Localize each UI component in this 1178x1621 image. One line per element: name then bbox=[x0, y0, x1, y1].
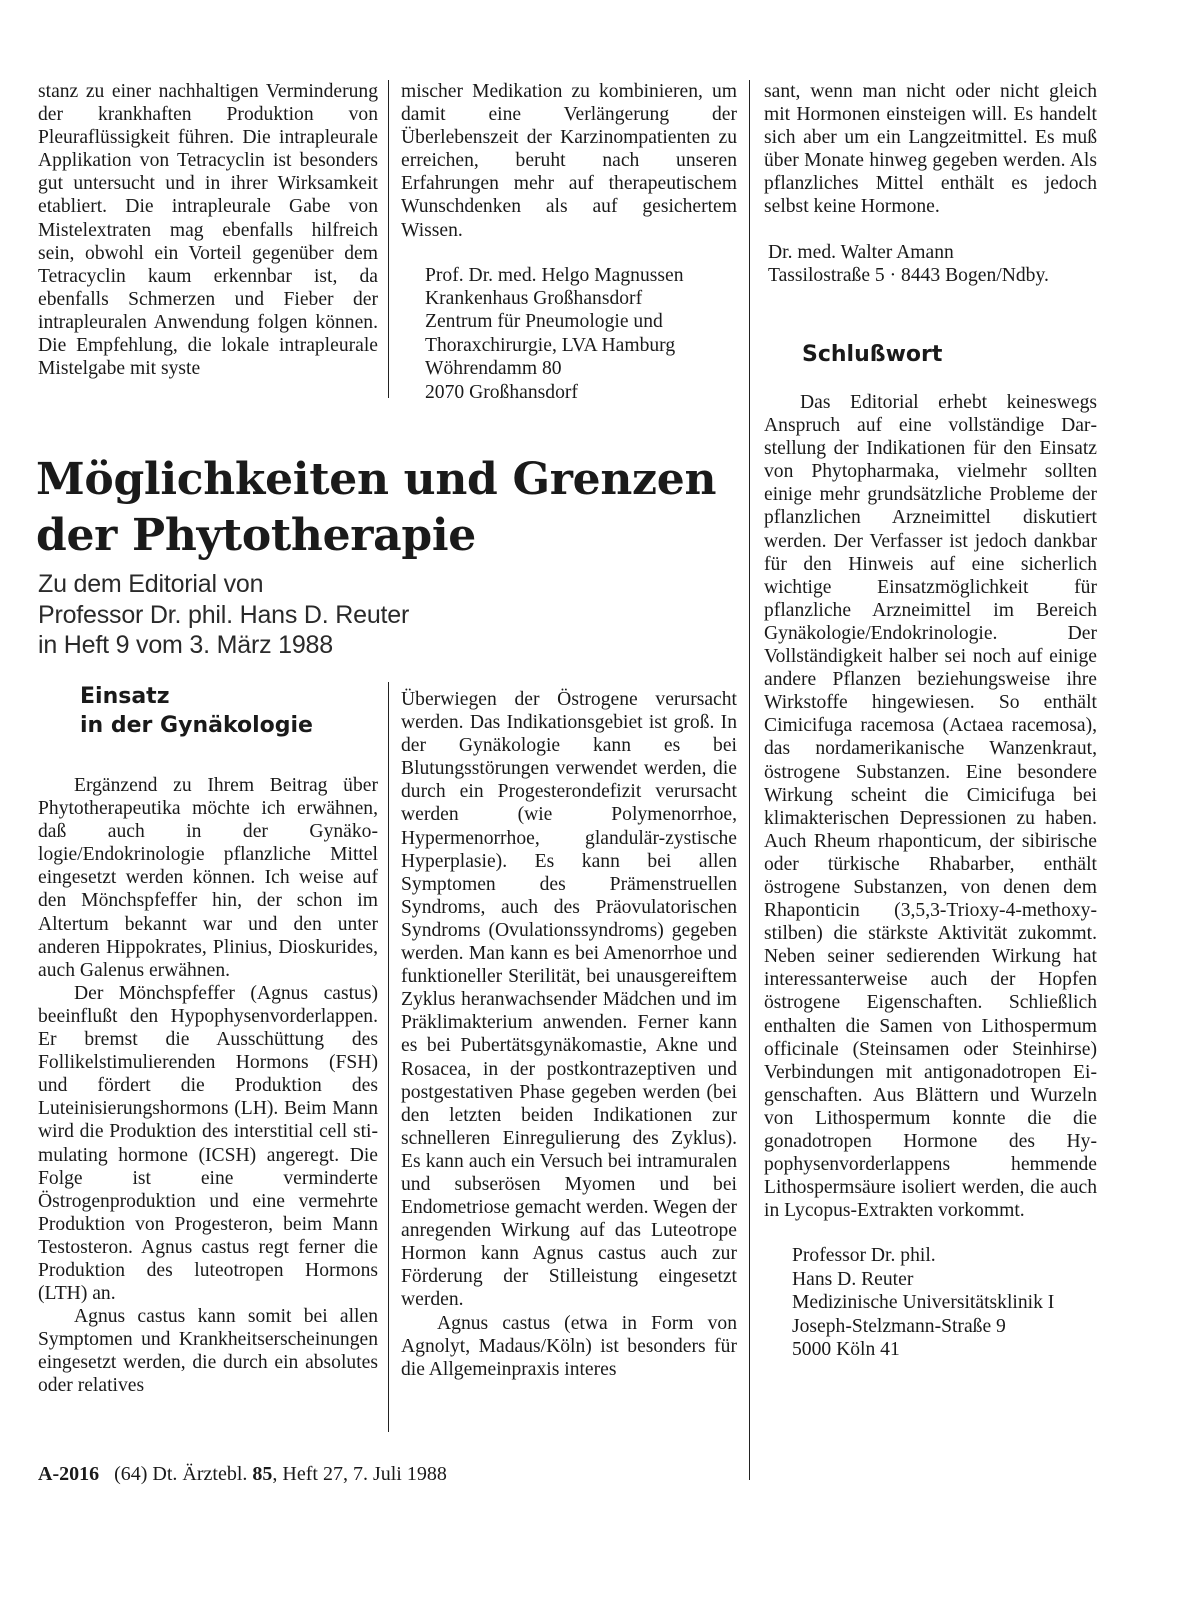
deck-line: Zu dem Editorial von bbox=[38, 570, 264, 598]
journal-volume: 85 bbox=[252, 1463, 273, 1485]
top-column-2 bbox=[401, 80, 737, 404]
reply-address bbox=[792, 1244, 1097, 1361]
address-line: Tassilostraße 5 · 8443 Bogen/Ndby. bbox=[768, 264, 1049, 286]
journal-reference: (64) Dt. Ärztebl. bbox=[114, 1463, 248, 1485]
address-line: 5000 Köln 41 bbox=[792, 1339, 900, 1360]
paragraph: Ergänzend zu Ihrem Beitrag über Phytotherapeutika möchte ich erwähnen, daß auch in der Gynäkologie/Endokrinologie pflanzliche Mittel eingesetzt werden können. Ich weise auf den Mönchspfeffer hin, der schon im Altertum bekannt war und den unter anderen Hippokrates, Plinius, Dioskurides, auch Galenus erwähnen. bbox=[38, 775, 378, 981]
author-address-1 bbox=[425, 264, 737, 404]
address-line: 2070 Großhansdorf bbox=[425, 381, 578, 403]
address-line: Professor Dr. phil. bbox=[792, 1245, 936, 1267]
author-address-2 bbox=[768, 241, 1097, 288]
address-line: Prof. Dr. med. Helgo Magnussen bbox=[425, 264, 684, 286]
deck-line: in Heft 9 vom 3. März 1988 bbox=[38, 631, 333, 659]
address-line: Thoraxchirurgie, LVA Hamburg bbox=[425, 334, 676, 356]
title-line: Möglichkeiten und Grenzen bbox=[36, 454, 717, 505]
section-heading bbox=[80, 682, 378, 740]
article-column-2 bbox=[401, 688, 737, 1381]
address-line: Hans D. Reuter bbox=[792, 1268, 914, 1290]
top-column-3-text: sant, wenn man nicht oder nicht gleich mit Hormonen einsteigen will. Es handelt sich aber um ein Langzeitmittel. Es muß über Monate hinweg gegeben werden. Als pflanzliches Mittel enthält es jedoch selbst keine Hormone. bbox=[764, 81, 1097, 218]
paragraph: Agnus castus kann somit bei allen Symptomen und Krankheitserscheinungen eingesetzt werden, die durch ein absolutes oder relatives bbox=[38, 1306, 378, 1397]
journal-issue: , Heft 27, 7. Juli 1988 bbox=[272, 1463, 447, 1485]
address-line: Krankenhaus Großhansdorf bbox=[425, 288, 643, 310]
column-divider bbox=[749, 80, 750, 1480]
top-column-1 bbox=[38, 80, 378, 380]
address-line: Joseph-Stelzmann-Straße 9 bbox=[792, 1315, 1006, 1337]
section-heading-line: Einsatz bbox=[80, 684, 170, 709]
article-column-1 bbox=[38, 682, 378, 1398]
title-line: der Phytotherapie bbox=[36, 510, 476, 561]
paragraph: Agnus castus (etwa in Form von Agnolyt, Madaus/Köln) ist besonders für die Allgemeinpraxis interes bbox=[401, 1312, 737, 1380]
section-heading-line: in der Gynäkologie bbox=[80, 713, 313, 738]
top-column-1-text: stanz zu einer nachhaltigen Verminderung der krankhaften Produktion von Pleuraflüssigkeit führen. Die intrapleurale Applikation von Tetracyclin ist besonders gut untersucht und in ihrer Wirksamkeit etabliert. Die intrapleurale Gabe von Mistelextraten mag ebenfalls hilfreich sein, obwohl ein Vorteil gegenüber dem Tetracyclin kaum erkennbar ist, da ebenfalls Schmerzen und Fieber der intrapleuralen Anwendung folgen können. Die Empfehlung, die lokale intrapleurale Mistelgabe mit syste bbox=[38, 81, 378, 380]
reply-column bbox=[764, 340, 1097, 1361]
article-deck bbox=[38, 569, 758, 661]
top-column-2-text: mischer Medikation zu kombinieren, um damit eine Verlängerung der Überlebenszeit der Karzinompatienten zu erreichen, beruht nach unseren Erfahrungen mehr auf therapeutischem Wunschdenken als auf gesichertem Wissen. bbox=[401, 81, 737, 241]
address-line: Wöhrendamm 80 bbox=[425, 358, 562, 380]
deck-line: Professor Dr. phil. Hans D. Reuter bbox=[38, 600, 410, 629]
paragraph: Der Mönchspfeffer (Agnus castus) beeinflußt den Hypophysenvorderlappen. Er bremst die Ausschüttung des Follikelstimulierenden Hormons (FSH) und fördert die Produktion des Luteinisierungshormons (LH). Beim Mann wird die Produktion des interstitial cell stimulating hormone (ICSH) angeregt. Die Folge ist eine verminderte Östrogenproduktion und eine vermehrte Produktion von Progesteron, beim Mann Testosteron. Agnus castus regt ferner die Produktion des luteotropen Hormons (LTH) an. bbox=[38, 982, 378, 1305]
address-line: Zentrum für Pneumologie und bbox=[425, 311, 663, 333]
page-footer bbox=[38, 1463, 447, 1486]
paragraph: Überwiegen der Östrogene verursacht werden. Das Indikationsgebiet ist groß. In der Gynäkologie kann es bei Blutungsstörungen verwendet werden, die durch ein Progesterondefizit verursacht werden (wie Polymenorrhoe, Hypermenorrhoe, glandulär-zystische Hyperplasie). Es kann bei allen Symptomen des Prämenstruellen Syndroms, auch des Präovulatorischen Syndroms (Ovulationssyndroms) gegeben werden. Man kann es bei Amenorrhoe und funktioneller Sterilität, bei unausgereiftem Zyklus heranwachsender Mädchen und im Präklimakterium anwenden. Ferner kann es bei Pubertätsgynäkomastie, Akne und Rosacea, in der postkontrazeptiven und postgestativen Phase gegeben werden (bei den letzten beiden Indikationen zur schnelleren Einregulierung des Zyklus). Es kann auch ein Versuch bei intramuralen und subserösen Myomen und bei Endometriose gemacht werden. Wegen der anregenden Wirkung auf das Luteotrope Hormon kann Agnus castus auch zur Förderung der Stilleistung eingesetzt werden. bbox=[401, 689, 737, 1311]
address-line: Medizinische Universitätsklinik I bbox=[792, 1292, 1055, 1314]
top-column-3 bbox=[764, 80, 1097, 287]
column-divider bbox=[388, 80, 389, 398]
page-number: A-2016 bbox=[38, 1463, 100, 1485]
reply-heading: Schlußwort bbox=[802, 342, 943, 367]
column-divider bbox=[388, 682, 389, 1432]
article-title bbox=[36, 452, 766, 564]
address-line: Dr. med. Walter Amann bbox=[768, 241, 954, 263]
reply-text: Das Editorial erhebt keineswegs Anspruch auf eine vollständige Darstellung der Indikationen für den Einsatz von Phytopharmaka, vielmehr sollten einige mehr grundsätzliche Probleme der pflanzlichen Arzneimittel diskutiert werden. Der Verfasser ist jedoch dankbar für den Hinweis auf eine sicherlich wichtige Einsatzmöglichkeit für pflanzliche Arzneimittel im Bereich Gynäkologie/Endokrinologie. Der Vollständigkeit halber sei noch auf einige andere Pflanzen beziehungsweise ihre Wirkstoffe hingewiesen. So enthält Cimicifuga racemosa (Actaea racemosa), das nordamerikanische Wanzenkraut, östrogene Substanzen. Eine besondere Wirkung scheint die Cimicifuga bei klimakterischen Depressionen zu haben. Auch Rheum rhaponticum, der sibirische oder türkische Rhabarber, enthält östrogene Substanzen, von denen dem Rhaponticin (3,5,3-Trioxy-4-methoxystilben) die stärkste Aktivität zukommt. Neben seiner sedierenden Wirkung hat interessanterweise auch der Hopfen östrogene Eigenschaften. Schließlich enthalten die Samen von Lithospermum officinale (Steinsamen oder Steinhirse) Verbindungen mit antigonadotropen Eigenschaften. Aus Blättern und Wurzeln von Lithospermum konnte die die gonadotropen Hormone des Hypophysenvorderlappens hemmende Lithospermsäure isoliert werden, die auch in Lycopus-Extrakten vorkommt. bbox=[764, 392, 1097, 1222]
